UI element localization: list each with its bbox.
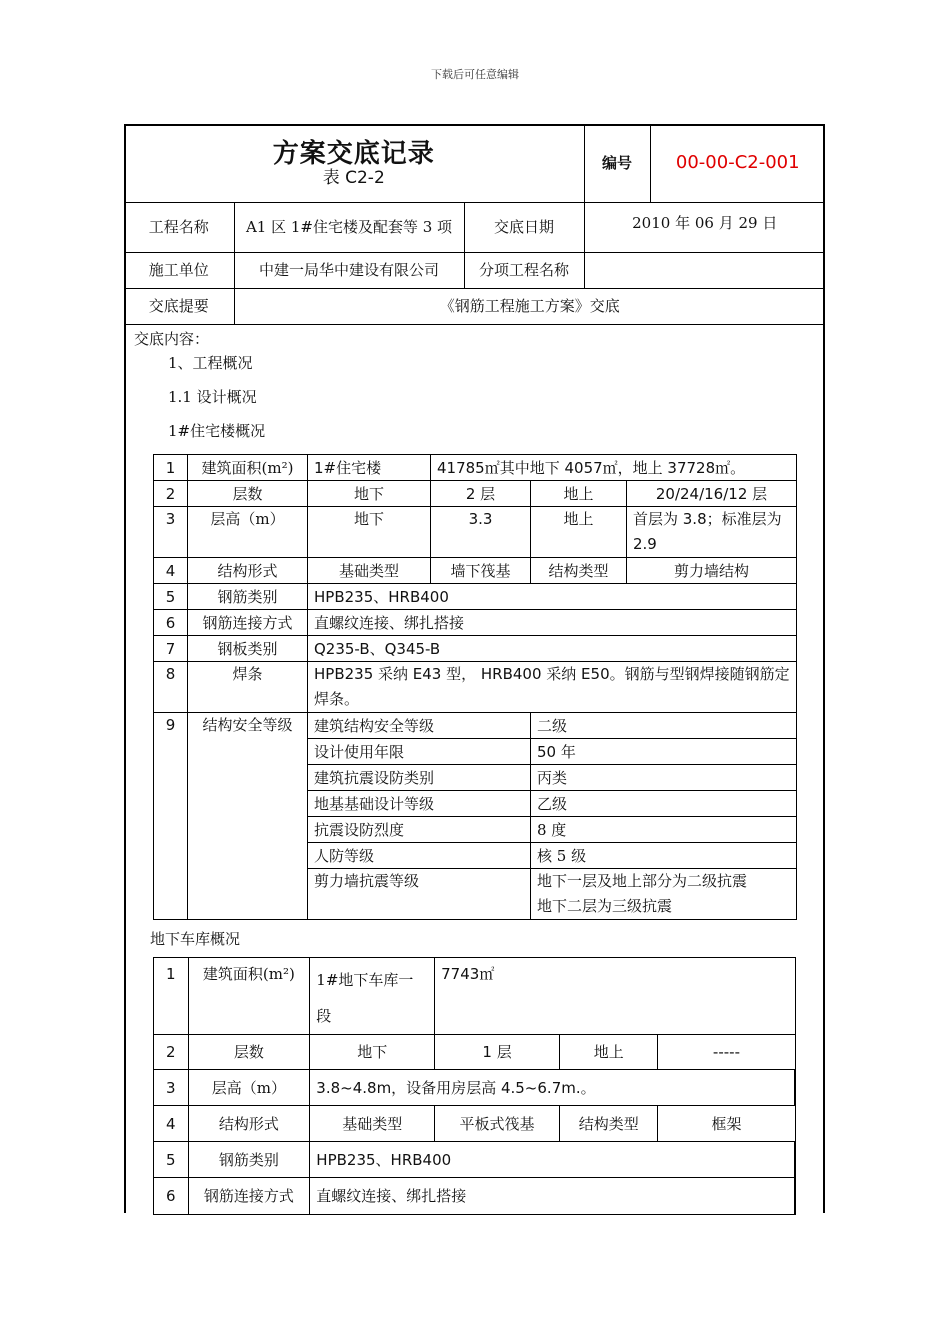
title-cell <box>124 124 584 202</box>
form-code: 表 C2-2 <box>322 167 385 188</box>
section-building: 1#住宅楼概况 <box>168 422 266 440</box>
cell: 地下 <box>308 481 431 507</box>
unit-value: 中建一局华中建设有限公司 <box>234 252 464 288</box>
cell: HPB235、HRB400 <box>310 1142 795 1178</box>
cell: Q235-B、Q345-B <box>308 636 797 662</box>
cell: 1#住宅楼 <box>308 455 431 481</box>
row-label: 建筑面积(m²) <box>188 958 310 1035</box>
section-garage: 地下车库概况 <box>150 930 241 948</box>
cell: 直螺纹连接、绑扎搭接 <box>310 1178 795 1215</box>
table-row <box>154 636 797 662</box>
table-row <box>154 1070 796 1106</box>
row-no: 2 <box>154 481 188 507</box>
row-label: 钢筋连接方式 <box>188 610 308 636</box>
row-label: 层数 <box>188 1035 310 1070</box>
row-label: 层高（m） <box>188 1070 310 1106</box>
cell: 地下 <box>310 1035 435 1070</box>
row-no: 1 <box>154 455 188 481</box>
section-1: 1、工程概况 <box>168 354 253 372</box>
sub-value: 核 5 级 <box>531 843 797 869</box>
summary-label: 交底提要 <box>124 288 234 324</box>
header-table <box>124 124 825 325</box>
row-no: 5 <box>154 584 188 610</box>
number-label: 编号 <box>584 124 650 202</box>
cell: HPB235 采纳 E43 型， HRB400 采纳 E50。钢筋与型钢焊接随钢筋定焊条。 <box>308 662 797 713</box>
table-row <box>154 1106 796 1142</box>
cell: 2 层 <box>431 481 531 507</box>
date-label: 交底日期 <box>464 202 584 252</box>
row-no: 3 <box>154 507 188 558</box>
row-no: 4 <box>154 558 188 584</box>
project-name-value: A1 区 1#住宅楼及配套等 3 项 <box>234 202 464 252</box>
sub-value: 丙类 <box>531 765 797 791</box>
sub-label: 建筑抗震设防类别 <box>308 765 531 791</box>
cell: 41785㎡其中地下 4057㎡，地上 37728㎡。 <box>431 455 797 481</box>
cell: 结构类型 <box>559 1106 657 1142</box>
top-note: 下载后可任意编辑 <box>431 68 519 81</box>
sub-value: 二级 <box>531 713 797 739</box>
cell: 地上 <box>559 1035 657 1070</box>
form-title: 方案交底记录 <box>272 138 435 169</box>
row-label: 层数 <box>188 481 308 507</box>
table-row <box>154 1035 796 1070</box>
cell: 20/24/16/12 层 <box>627 481 797 507</box>
summary-value: 《钢筋工程施工方案》交底 <box>234 288 825 324</box>
row-label: 焊条 <box>188 662 308 713</box>
cell: 基础类型 <box>308 558 431 584</box>
sub-value: 50 年 <box>531 739 797 765</box>
sub-label: 抗震设防烈度 <box>308 817 531 843</box>
cell: 7743㎡ <box>435 958 795 1035</box>
row-no: 1 <box>154 958 189 1035</box>
number-value: 00-00-C2-001 <box>650 124 825 202</box>
table-row <box>154 958 796 1035</box>
row-no: 4 <box>154 1106 189 1142</box>
row-label: 建筑面积(m²) <box>188 455 308 481</box>
sub-label: 建筑结构安全等级 <box>308 713 531 739</box>
cell: 3.3 <box>431 507 531 558</box>
cell: 地上 <box>531 481 627 507</box>
cell: 基础类型 <box>310 1106 435 1142</box>
row-label: 钢筋类别 <box>188 584 308 610</box>
sub-label: 剪力墙抗震等级 <box>308 869 531 920</box>
content-label: 交底内容： <box>134 330 210 348</box>
sub-value-line: 地下二层为三级抗震 <box>537 897 673 915</box>
table-row <box>154 507 797 558</box>
table-row <box>154 1178 796 1215</box>
table-row <box>154 662 797 713</box>
cell: 1#地下车库一段 <box>310 958 435 1035</box>
sub-label: 设计使用年限 <box>308 739 531 765</box>
sub-value: 乙级 <box>531 791 797 817</box>
row-no: 3 <box>154 1070 189 1106</box>
sub-value: 8 度 <box>531 817 797 843</box>
cell: 剪力墙结构 <box>627 558 797 584</box>
table-row <box>154 713 797 739</box>
row-no: 5 <box>154 1142 189 1178</box>
cell: 框架 <box>658 1106 795 1142</box>
cell: 直螺纹连接、绑扎搭接 <box>308 610 797 636</box>
table-row <box>154 610 797 636</box>
row-label: 钢筋连接方式 <box>188 1178 310 1215</box>
unit-label: 施工单位 <box>124 252 234 288</box>
row-no: 8 <box>154 662 188 713</box>
table-row <box>154 584 797 610</box>
cell: 3.8~4.8m，设备用房层高 4.5~6.7m.。 <box>310 1070 795 1106</box>
row-no: 2 <box>154 1035 189 1070</box>
row-label: 钢板类别 <box>188 636 308 662</box>
row-label: 结构形式 <box>188 558 308 584</box>
row-label: 结构形式 <box>188 1106 310 1142</box>
row-no: 9 <box>154 713 188 920</box>
date-value: 2010 年 06 月 29 日 <box>584 202 825 252</box>
row-no: 6 <box>154 1178 189 1215</box>
cell: 平板式筏基 <box>435 1106 560 1142</box>
row-label: 结构安全等级 <box>188 713 308 920</box>
sub-project-value <box>584 252 825 288</box>
row-no: 6 <box>154 610 188 636</box>
project-name-label: 工程名称 <box>124 202 234 252</box>
sub-label: 人防等级 <box>308 843 531 869</box>
cell: 墙下筏基 <box>431 558 531 584</box>
row-no: 7 <box>154 636 188 662</box>
table-row <box>154 558 797 584</box>
sub-label: 地基基础设计等级 <box>308 791 531 817</box>
cell: HPB235、HRB400 <box>308 584 797 610</box>
cell: 结构类型 <box>531 558 627 584</box>
cell: 地下 <box>308 507 431 558</box>
building-table <box>153 454 797 920</box>
cell: 1 层 <box>435 1035 560 1070</box>
cell: ----- <box>658 1035 795 1070</box>
sub-value <box>531 869 797 920</box>
table-row <box>154 481 797 507</box>
table-row <box>154 455 797 481</box>
cell: 首层为 3.8；标准层为 2.9 <box>627 507 797 558</box>
row-label: 层高（m） <box>188 507 308 558</box>
cell: 地上 <box>531 507 627 558</box>
section-1-1: 1.1 设计概况 <box>168 388 257 406</box>
table-row <box>154 1142 796 1178</box>
garage-table <box>153 957 796 1215</box>
sub-value-line: 地下一层及地上部分为二级抗震 <box>537 872 748 890</box>
sub-project-label: 分项工程名称 <box>464 252 584 288</box>
row-label: 钢筋类别 <box>188 1142 310 1178</box>
